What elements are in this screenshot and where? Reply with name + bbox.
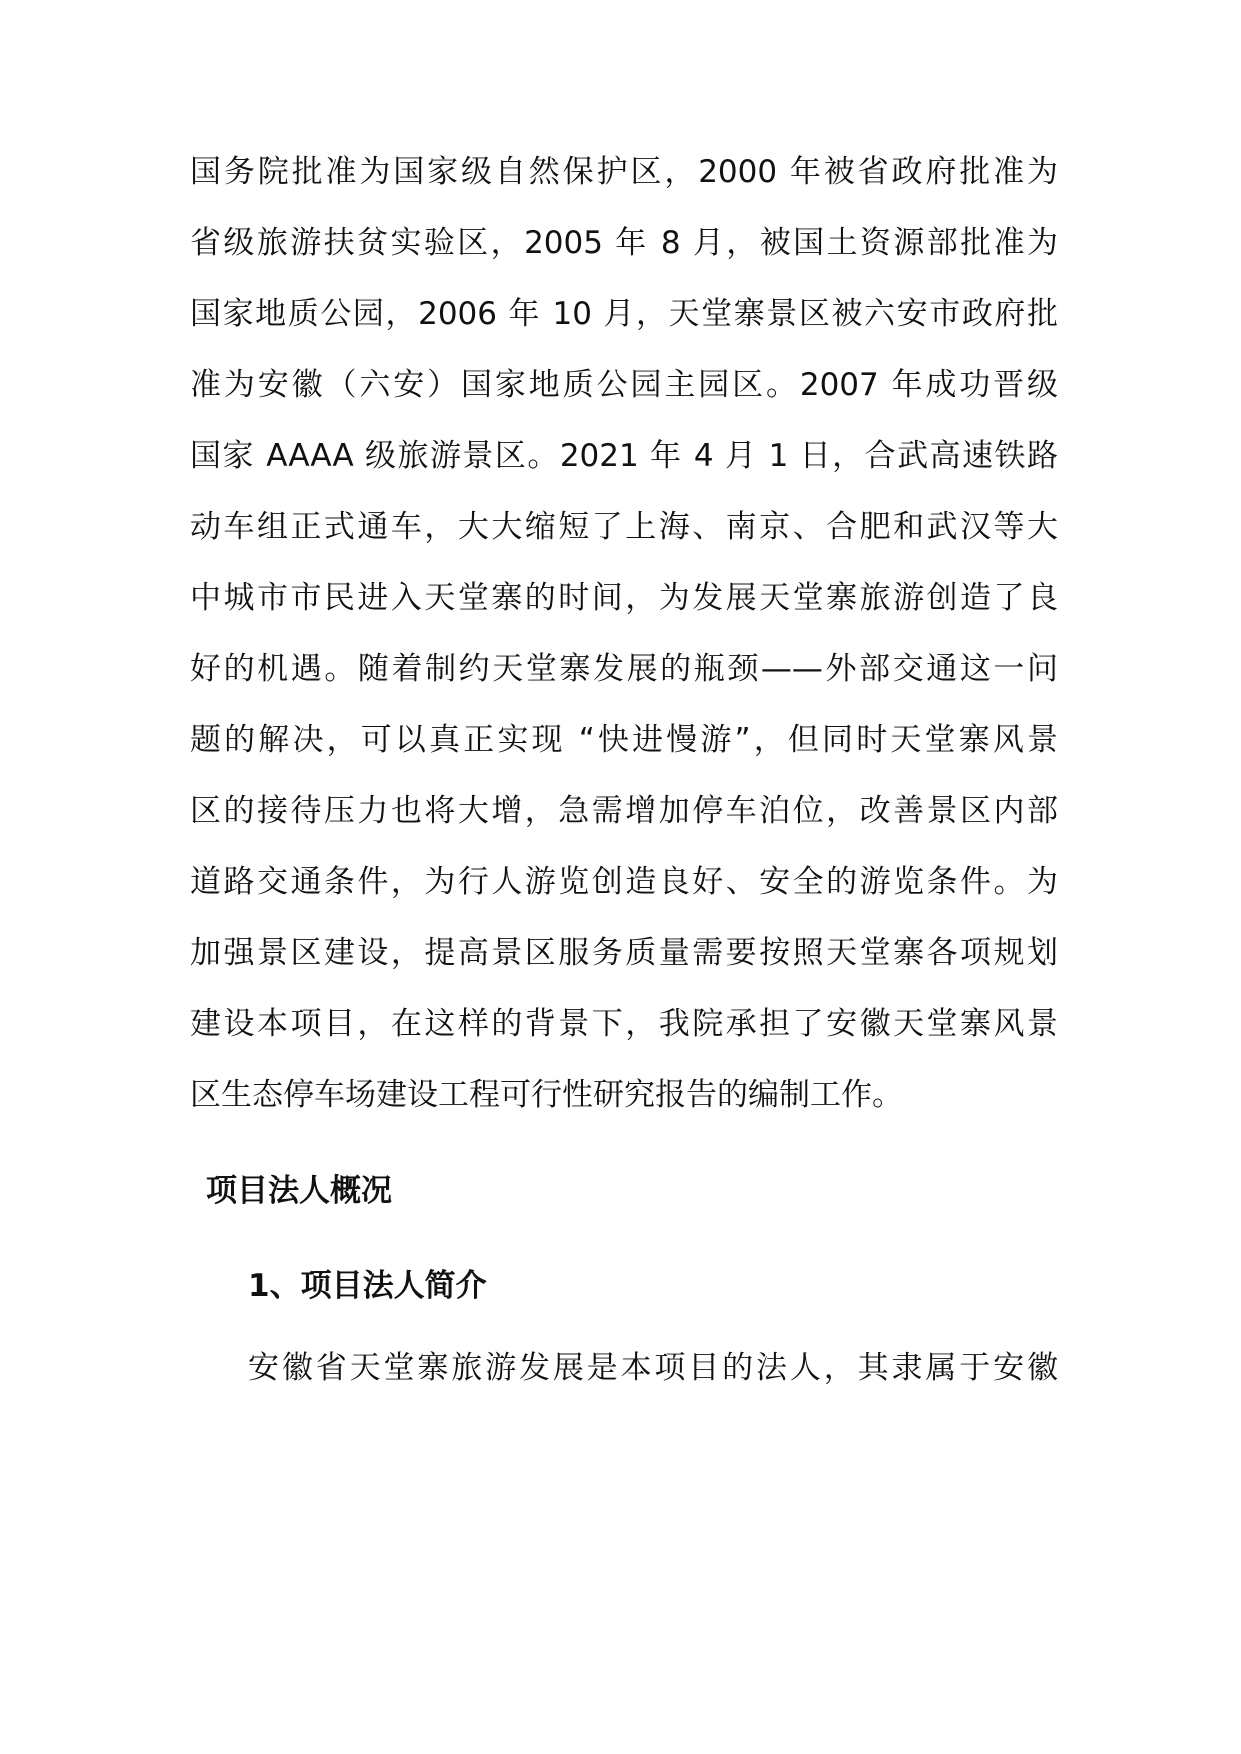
body-line-6: 动车组正式通车，大大缩短了上海、南京、合肥和武汉等大	[190, 509, 1058, 545]
subsection-heading: 1、项目法人简介	[248, 1268, 487, 1304]
body-line-7: 中城市市民进入天堂寨的时间，为发展天堂寨旅游创造了良	[190, 580, 1058, 616]
body-line-12: 加强景区建设，提高景区服务质量需要按照天堂寨各项规划	[190, 935, 1058, 971]
subsection-first-line: 安徽省天堂寨旅游发展是本项目的法人，其隶属于安徽	[248, 1350, 1058, 1386]
body-line-2: 省级旅游扶贫实验区，2005 年 8 月，被国土资源部批准为	[190, 225, 1058, 261]
body-line-8: 好的机遇。随着制约天堂寨发展的瓶颈——外部交通这一问	[190, 651, 1058, 687]
section-heading: 项目法人概况	[206, 1173, 392, 1209]
body-line-14: 区生态停车场建设工程可行性研究报告的编制工作。	[190, 1077, 903, 1113]
body-line-1: 国务院批准为国家级自然保护区，2000 年被省政府批准为	[190, 154, 1058, 190]
body-line-3: 国家地质公园，2006 年 10 月，天堂寨景区被六安市政府批	[190, 296, 1058, 332]
body-line-13: 建设本项目，在这样的背景下，我院承担了安徽天堂寨风景	[190, 1006, 1058, 1042]
body-line-10: 区的接待压力也将大增，急需增加停车泊位，改善景区内部	[190, 793, 1058, 829]
body-line-4: 准为安徽（六安）国家地质公园主园区。2007 年成功晋级	[190, 367, 1058, 403]
body-line-5: 国家 AAAA 级旅游景区。2021 年 4 月 1 日，合武高速铁路	[190, 438, 1058, 474]
body-line-11: 道路交通条件，为行人游览创造良好、安全的游览条件。为	[190, 864, 1058, 900]
body-line-9: 题的解决，可以真正实现 “快进慢游”，但同时天堂寨风景	[190, 722, 1058, 758]
